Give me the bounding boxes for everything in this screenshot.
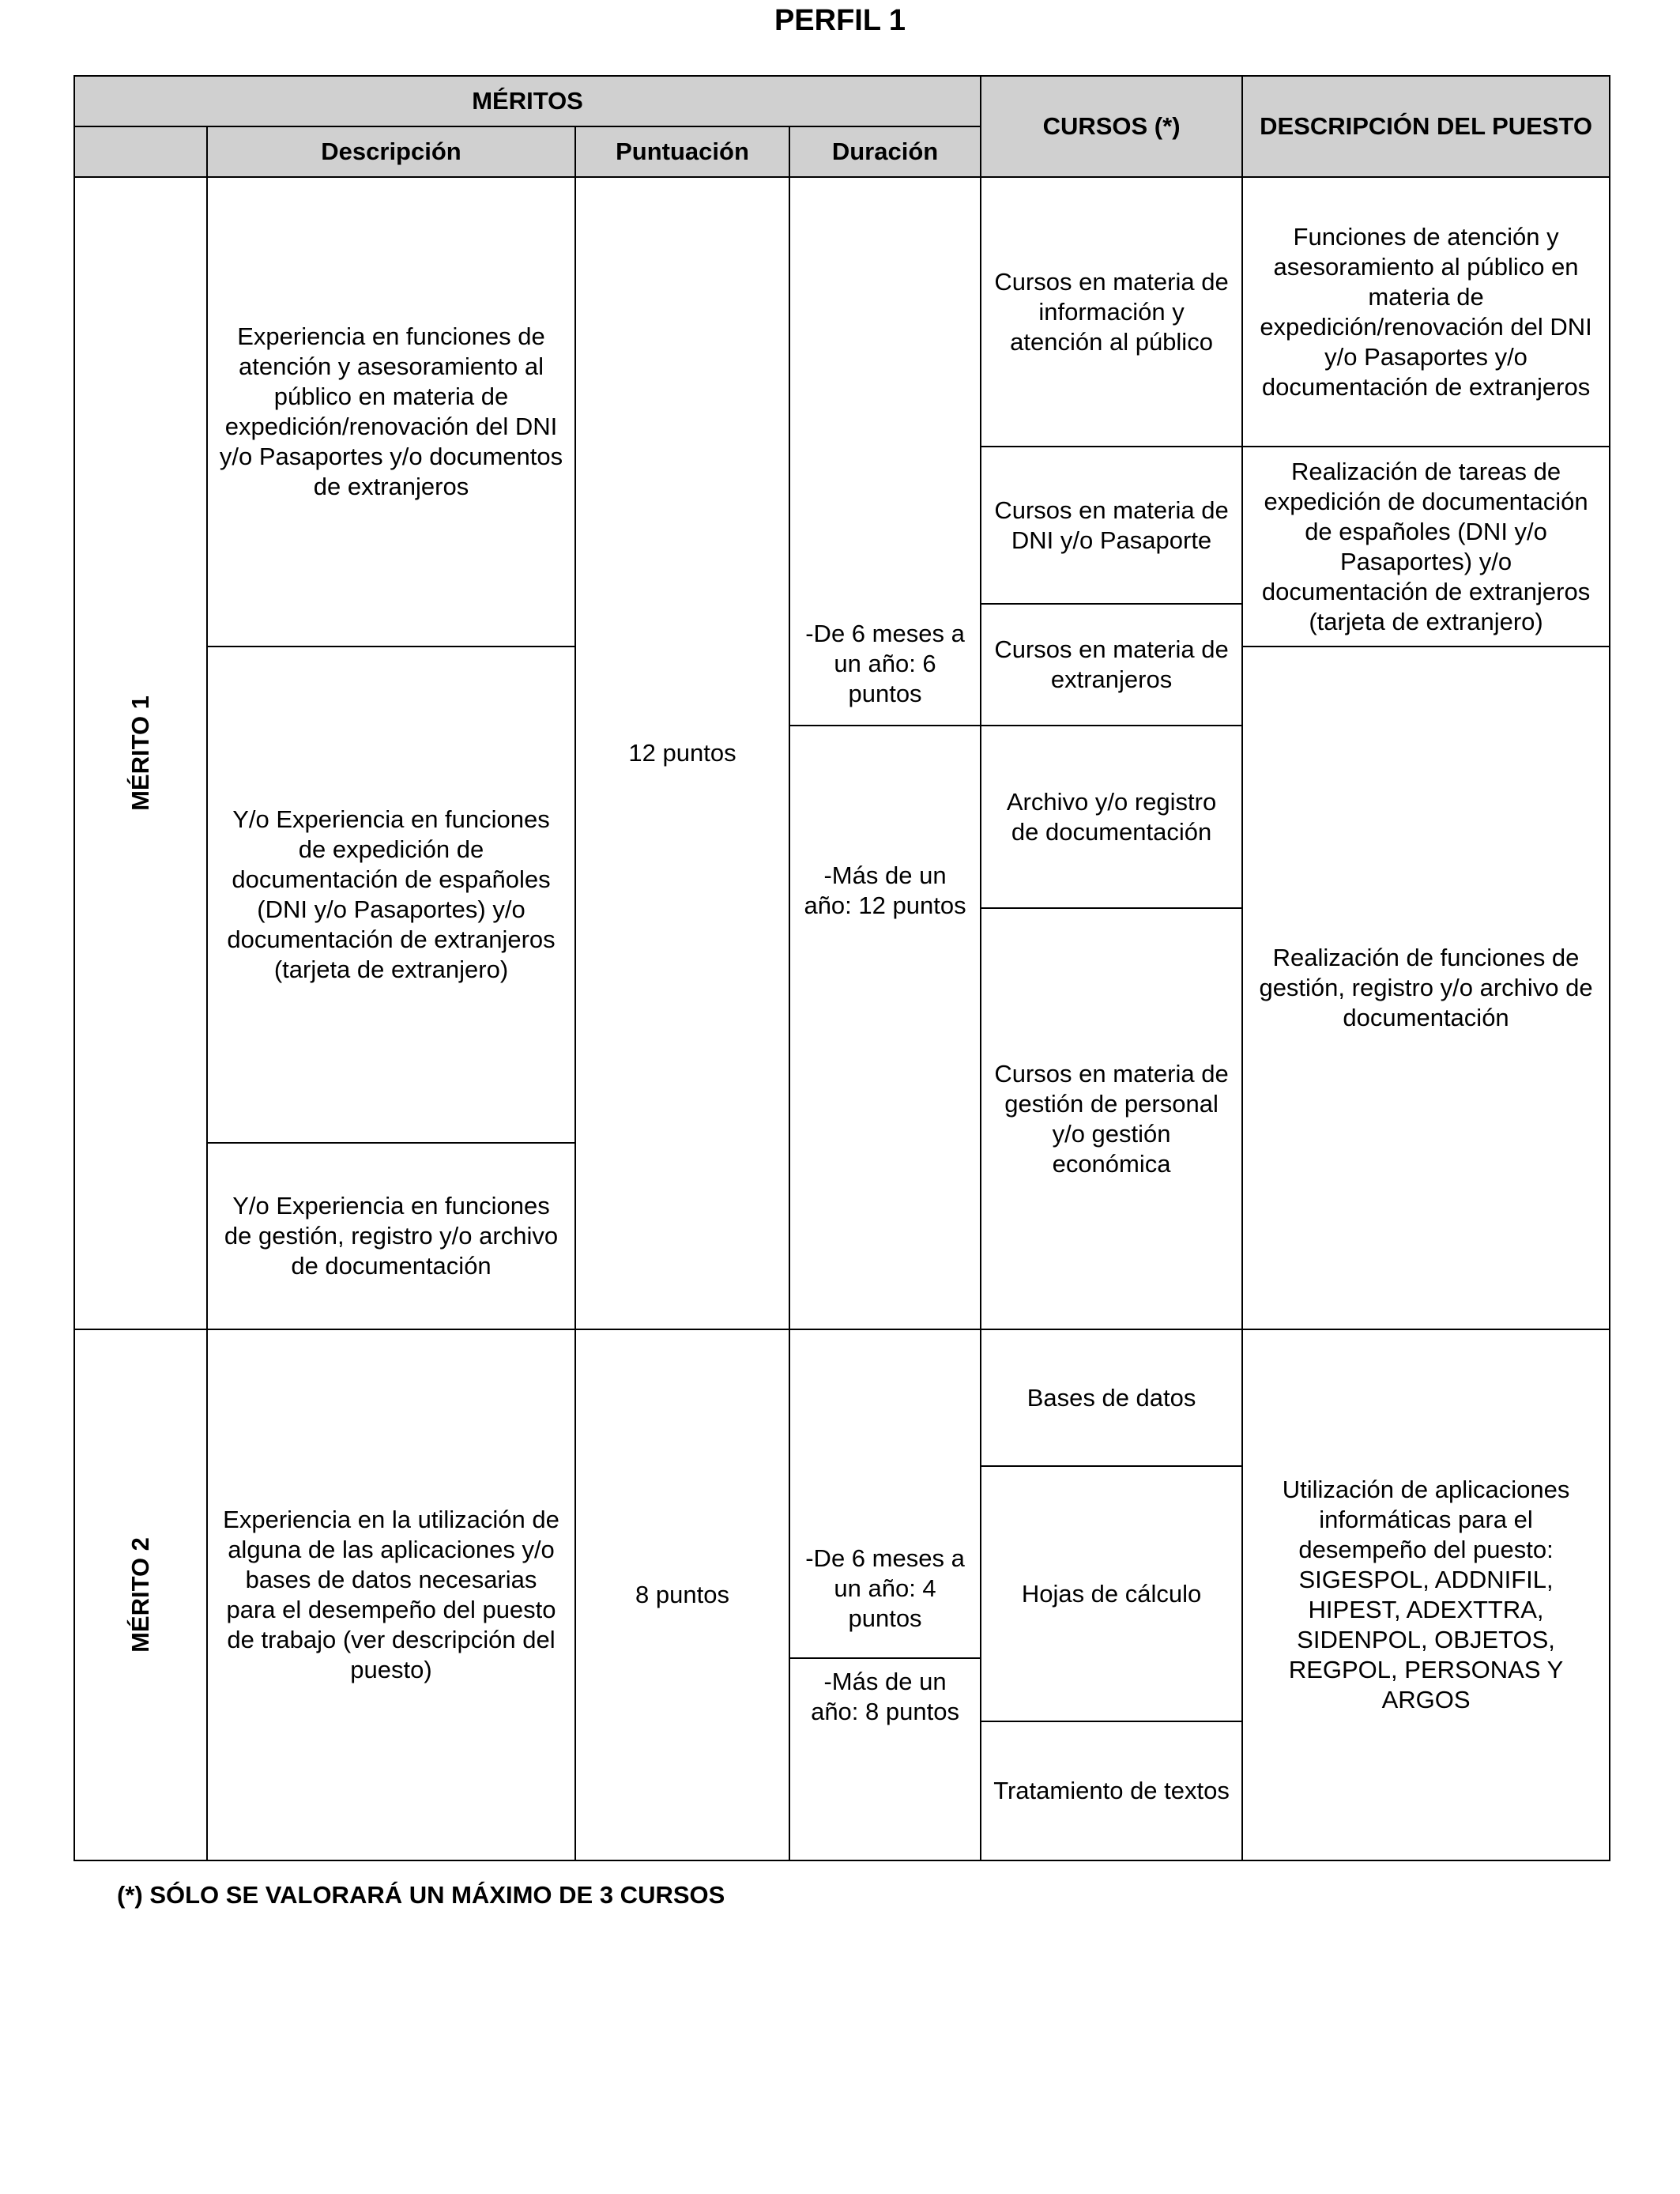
merito2-curso-1: Bases de datos (981, 1329, 1242, 1466)
merito2-puntuacion: 8 puntos (575, 1329, 789, 1860)
merito2-duracion-1: -De 6 meses a un año: 4 puntos (789, 1329, 981, 1658)
merito1-descripcion-3: Y/o Experiencia en funciones de gestión, registro y/o archivo de documentación (207, 1143, 575, 1329)
footnote: (*) SÓLO SE VALORARÁ UN MÁXIMO DE 3 CURSOS (117, 1881, 725, 1909)
header-descripcion: Descripción (207, 126, 575, 177)
merits-table (73, 75, 1610, 1861)
merito2-descripcion: Experiencia en la utilización de alguna de las aplicaciones y/o bases de datos necesarias para el desempeño del puesto de trabajo (ver descripción del puesto) (207, 1329, 575, 1860)
header-empty (74, 126, 207, 177)
merito2-puesto: Utilización de aplicaciones informáticas para el desempeño del puesto: SIGESPOL, ADDNIFIL, HIPEST, ADEXTTRA, SIDENPOL, OBJETOS, REGPOL, PERSONAS Y ARGOS (1242, 1329, 1610, 1860)
merito1-puesto-3: Realización de funciones de gestión, registro y/o archivo de documentación (1242, 647, 1610, 1329)
merito2-label: MÉRITO 2 (126, 1537, 154, 1653)
merito1-curso-1: Cursos en materia de información y atención al público (981, 177, 1242, 447)
merito1-label-cell (74, 177, 207, 1329)
header-descripcion-puesto: DESCRIPCIÓN DEL PUESTO (1242, 76, 1610, 177)
merito1-descripcion-1: Experiencia en funciones de atención y asesoramiento al público en materia de expedición/renovación del DNI y/o Pasaportes y/o documentos de extranjeros (207, 177, 575, 647)
merito1-duracion-2: -Más de un año: 12 puntos (789, 726, 981, 1329)
header-cursos: CURSOS (*) (981, 76, 1242, 177)
merito1-puntuacion: 12 puntos (575, 177, 789, 1329)
page-title: PERFIL 1 (774, 4, 906, 37)
header-duracion: Duración (789, 126, 981, 177)
merito1-label: MÉRITO 1 (126, 696, 154, 811)
merito1-curso-5: Cursos en materia de gestión de personal y/o gestión económica (981, 908, 1242, 1329)
merito1-puesto-2: Realización de tareas de expedición de documentación de españoles (DNI y/o Pasaportes) y/o documentación de extranjeros (tarjeta de extranjero) (1242, 447, 1610, 647)
merito1-duracion-1: -De 6 meses a un año: 6 puntos (789, 177, 981, 726)
header-puntuacion: Puntuación (575, 126, 789, 177)
merito1-descripcion-2: Y/o Experiencia en funciones de expedición de documentación de españoles (DNI y/o Pasaportes) y/o documentación de extranjeros (tarjeta de extranjero) (207, 647, 575, 1143)
merito1-puesto-1: Funciones de atención y asesoramiento al público en materia de expedición/renovación del DNI y/o Pasaportes y/o documentación de extranjeros (1242, 177, 1610, 447)
merito2-curso-3: Tratamiento de textos (981, 1721, 1242, 1860)
merito2-curso-2: Hojas de cálculo (981, 1466, 1242, 1721)
merito2-duracion-2: -Más de un año: 8 puntos (789, 1658, 981, 1860)
merito1-curso-3: Cursos en materia de extranjeros (981, 604, 1242, 726)
merito2-label-cell (74, 1329, 207, 1860)
merito1-curso-2: Cursos en materia de DNI y/o Pasaporte (981, 447, 1242, 604)
merito1-curso-4: Archivo y/o registro de documentación (981, 726, 1242, 908)
header-meritos: MÉRITOS (74, 76, 981, 126)
